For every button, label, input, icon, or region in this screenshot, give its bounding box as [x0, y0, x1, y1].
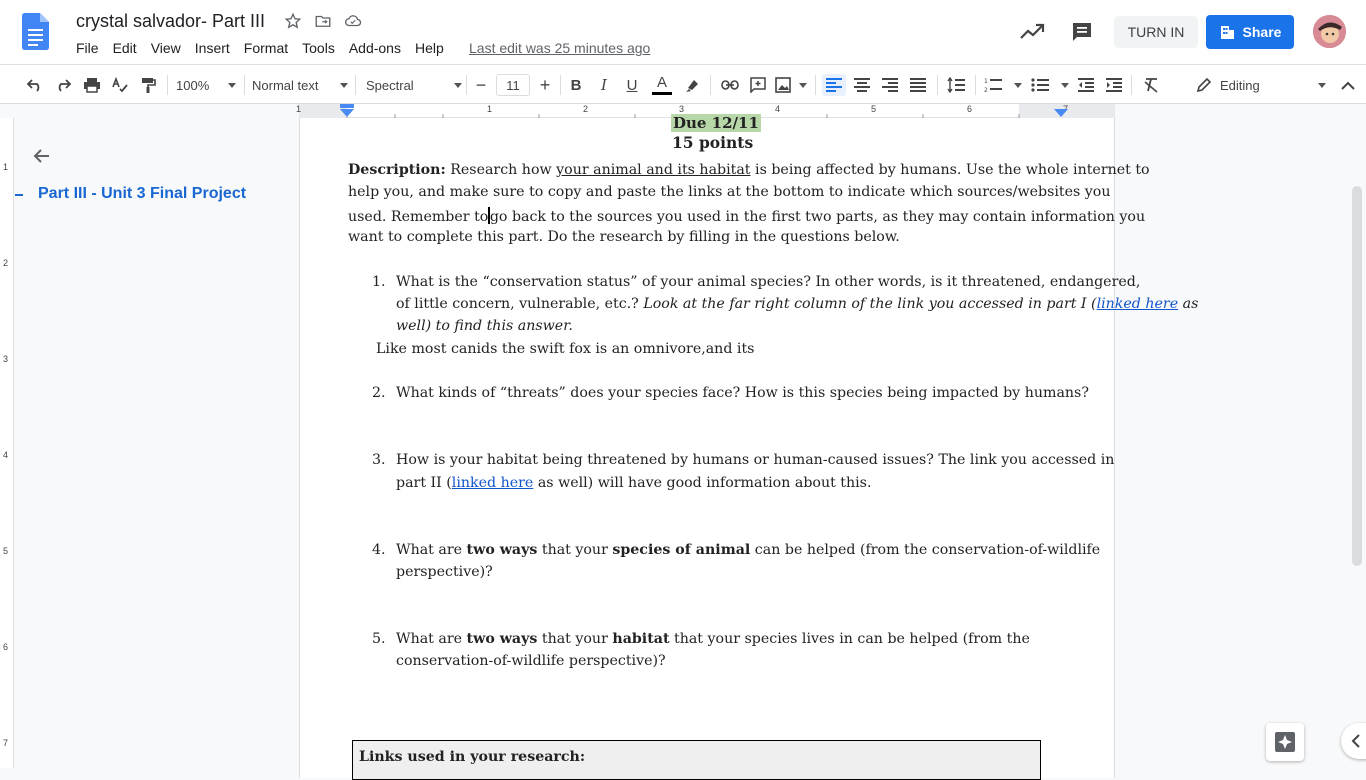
text-run-underlined: your animal and its habitat: [556, 162, 751, 178]
last-edit-link[interactable]: Last edit was 25 minutes ago: [469, 40, 651, 56]
chevron-left-icon: [1351, 734, 1361, 748]
chevron-down-icon: [1318, 83, 1326, 88]
print-icon[interactable]: [81, 74, 103, 96]
ruler-number: 4: [3, 450, 9, 460]
question-4-line-2: perspective)?: [396, 564, 493, 580]
building-icon: [1219, 24, 1235, 40]
svg-text:2: 2: [984, 87, 988, 93]
share-button[interactable]: [1206, 15, 1294, 49]
increase-indent-icon[interactable]: [1103, 74, 1125, 96]
comment-history-icon[interactable]: [1070, 20, 1094, 44]
question-1-line-3: well) to find this answer.: [396, 318, 573, 334]
ruler-number: 1: [487, 104, 493, 114]
text-run: go back to the sources you used in the first two parts, as they may contain information you: [489, 209, 1146, 225]
svg-text:1: 1: [984, 78, 988, 85]
star-icon[interactable]: [284, 12, 302, 30]
outline-item-heading[interactable]: Part III - Unit 3 Final Project: [38, 185, 247, 202]
question-4-line-1: [396, 542, 1100, 558]
ruler-number: 2: [3, 258, 9, 268]
menu-format[interactable]: Format: [243, 40, 289, 56]
add-comment-icon[interactable]: [747, 74, 769, 96]
numbered-list-icon[interactable]: [984, 74, 1022, 96]
document-page[interactable]: [299, 114, 1199, 778]
zoom-select[interactable]: [176, 74, 236, 96]
text-run-bold: species of animal: [612, 542, 751, 558]
insert-image-icon[interactable]: [775, 74, 807, 96]
ruler-number: 4: [775, 104, 781, 114]
ruler-number: 1: [3, 162, 9, 172]
text-run: can be helped (from the conservation-of-wildlife: [750, 542, 1101, 558]
ruler-number: 5: [871, 104, 877, 114]
explore-sparkle-icon: [1274, 731, 1296, 753]
italic-icon[interactable]: I: [601, 76, 607, 94]
chevron-down-icon: [340, 83, 348, 88]
chevron-down-icon: [1014, 83, 1022, 88]
ruler-number: 5: [3, 546, 9, 556]
question-1-line-1: What is the “conservation status” of your animal species? In other words, is it threatened, endangered,: [396, 274, 1141, 290]
ruler-number: 3: [679, 104, 685, 114]
description-line-4: want to complete this part. Do the research by filling in the questions below.: [348, 229, 900, 245]
turn-in-button[interactable]: TURN IN: [1114, 16, 1198, 48]
outline-current-marker: [15, 194, 23, 196]
description-label: Description:: [348, 162, 446, 178]
question-1-line-2: [396, 296, 1198, 312]
text-run: What are: [396, 542, 467, 558]
ruler-number: 2: [583, 104, 589, 114]
move-folder-icon[interactable]: [314, 12, 332, 30]
ruler-number: 1: [296, 104, 302, 114]
text-run: that your: [537, 542, 613, 558]
first-line-indent-marker[interactable]: [340, 104, 354, 108]
text-run: used. Remember to: [348, 209, 489, 225]
ruler-number: 6: [3, 642, 9, 652]
text-color-icon[interactable]: A: [651, 74, 673, 96]
ruler-number: 3: [3, 354, 9, 364]
description-line-2: help you, and make sure to copy and paste the links at the bottom to indicate which sources/websites you: [348, 184, 1111, 200]
menu-help[interactable]: Help: [414, 40, 444, 56]
insert-link-icon[interactable]: [719, 74, 741, 96]
text-run: is being affected by humans. Use the whole internet to: [750, 162, 1150, 178]
side-panel-toggle[interactable]: [1341, 723, 1366, 759]
zoom-value: 100%: [176, 77, 210, 93]
font-select[interactable]: [366, 74, 462, 96]
ruler-number: 7: [3, 738, 9, 748]
question-3-line-1: How is your habitat being threatened by humans or human-caused issues? The link you accessed in: [396, 452, 1115, 468]
text-run: part II (: [396, 475, 452, 491]
right-indent-marker[interactable]: [1054, 109, 1068, 117]
clear-formatting-icon[interactable]: [1140, 74, 1162, 96]
line-spacing-icon[interactable]: [945, 74, 967, 96]
chevron-down-icon: [228, 83, 236, 88]
chevron-down-icon: [1061, 83, 1069, 88]
points: 15 points: [672, 133, 754, 152]
decrease-indent-icon[interactable]: [1075, 74, 1097, 96]
text-run: that your: [537, 631, 613, 647]
chevron-down-icon: [799, 83, 807, 88]
pencil-icon: [1196, 77, 1212, 93]
increase-font-size-button[interactable]: +: [539, 74, 551, 95]
style-value: Normal text: [252, 77, 319, 93]
menu-view[interactable]: View: [150, 40, 181, 56]
menu-tools[interactable]: Tools: [302, 40, 335, 56]
text-run: as well) will have good information about this.: [533, 475, 872, 491]
paint-format-icon[interactable]: [137, 74, 159, 96]
bold-icon[interactable]: B: [570, 76, 582, 94]
list-number: 3.: [372, 452, 386, 468]
linked-here-link[interactable]: linked here: [451, 475, 534, 491]
ruler-number: 6: [967, 104, 973, 114]
menu-edit[interactable]: Edit: [112, 40, 137, 56]
chevron-down-icon: [454, 83, 462, 88]
font-size-input[interactable]: 11: [496, 74, 530, 96]
due-date: Due 12/11: [673, 114, 759, 132]
explore-button[interactable]: [1266, 723, 1304, 761]
share-label: Share: [1242, 24, 1282, 40]
highlight-color-icon[interactable]: [681, 74, 703, 96]
question-3-line-2: [396, 475, 871, 491]
list-number: 4.: [372, 542, 386, 558]
text-run: that your species lives in can be helped (from the: [669, 631, 1030, 647]
undo-icon[interactable]: [24, 74, 46, 96]
docs-logo-icon[interactable]: [22, 13, 49, 50]
activity-dashboard-icon[interactable]: [1019, 20, 1045, 44]
close-outline-arrow-left-icon[interactable]: [32, 146, 52, 166]
top-bar: [0, 0, 1366, 64]
vertical-ruler: [0, 118, 14, 768]
description-line-1: [348, 162, 1150, 178]
align-center-icon[interactable]: [851, 74, 873, 96]
justify-icon[interactable]: [907, 74, 929, 96]
hide-menus-chevron-up-icon[interactable]: [1337, 74, 1359, 96]
question-2-line-1: What kinds of “threats” does your species face? How is this species being impacted by humans?: [396, 385, 1089, 401]
answer-1: Like most canids the swift fox is an omnivore,and its: [376, 341, 755, 357]
links-table-cell[interactable]: [352, 740, 1041, 780]
vertical-scrollbar[interactable]: [1352, 186, 1362, 566]
spellcheck-icon[interactable]: [109, 74, 131, 96]
left-indent-marker[interactable]: [340, 109, 354, 117]
menu-bar: [69, 39, 451, 57]
list-number: 2.: [372, 385, 386, 401]
text-run-bold: two ways: [466, 631, 538, 647]
editing-mode-select[interactable]: [1196, 74, 1326, 96]
links-heading: Links used in your research:: [359, 749, 586, 765]
menu-addons[interactable]: Add-ons: [348, 40, 401, 56]
text-run-bold: habitat: [612, 631, 670, 647]
align-right-icon[interactable]: [879, 74, 901, 96]
decrease-font-size-button[interactable]: −: [475, 74, 487, 95]
description-line-3: [348, 207, 1145, 225]
text-run: Research how: [450, 162, 557, 178]
align-left-icon[interactable]: [822, 74, 846, 96]
list-number: 1.: [372, 274, 386, 290]
text-run-italic: as: [1178, 296, 1199, 312]
style-select[interactable]: [252, 74, 348, 96]
linked-here-link[interactable]: linked here: [1096, 296, 1179, 312]
text-run: What are: [396, 631, 467, 647]
font-value: Spectral: [366, 77, 414, 93]
editing-mode-label: Editing: [1220, 77, 1260, 93]
text-run-bold: two ways: [466, 542, 538, 558]
underline-icon[interactable]: U: [626, 76, 638, 94]
formatting-toolbar: [0, 64, 1366, 104]
menu-file[interactable]: File: [76, 40, 99, 56]
text-run-italic: Look at the far right column of the link you accessed in part I (: [643, 296, 1097, 312]
menu-insert[interactable]: Insert: [194, 40, 230, 56]
list-number: 5.: [372, 631, 386, 647]
redo-icon[interactable]: [52, 74, 74, 96]
avatar[interactable]: [1313, 15, 1346, 48]
cloud-saved-icon[interactable]: [344, 12, 362, 30]
question-5-line-1: [396, 631, 1030, 647]
question-5-line-2: conservation-of-wildlife perspective)?: [396, 653, 666, 669]
bulleted-list-icon[interactable]: [1031, 74, 1069, 96]
text-run: of little concern, vulnerable, etc.?: [396, 296, 644, 312]
document-title[interactable]: crystal salvador- Part III: [76, 11, 266, 31]
